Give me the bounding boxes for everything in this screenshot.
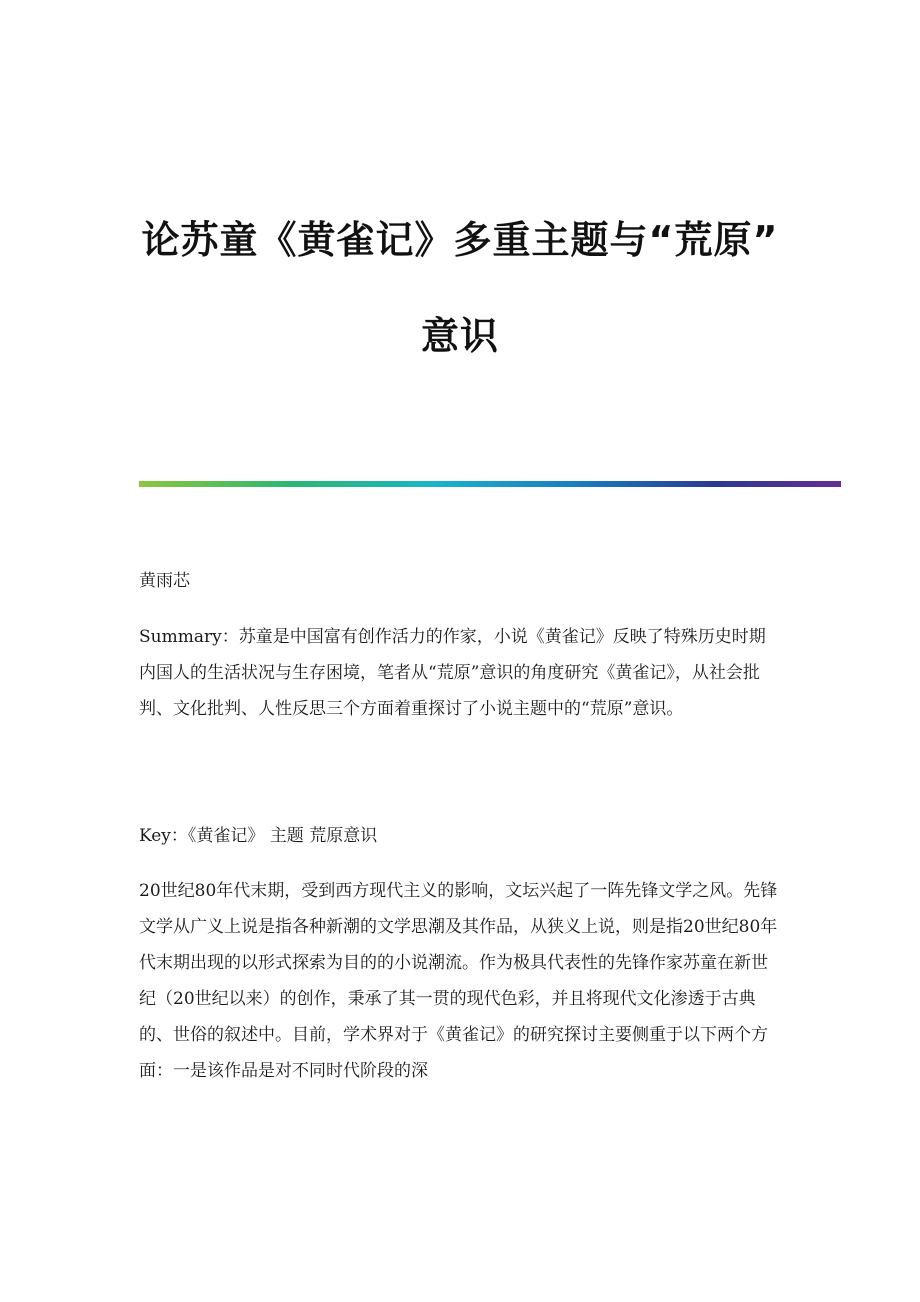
title-line-1: 论苏童《黄雀记》多重主题与“荒原” <box>141 218 779 262</box>
summary-paragraph: Summary：苏童是中国富有创作活力的作家，小说《黄雀记》反映了特殊历史时期内国人的生活状况与生存困境，笔者从“荒原”意识的角度研究《黄雀记》，从社会批判、文化批判、人性反思三个方面着重探讨了小说主题中的“荒原”意识。 <box>139 627 766 719</box>
author-name: 黄雨芯 <box>139 571 190 591</box>
body-paragraph: 20世纪80年代末期，受到西方现代主义的影响，文坛兴起了一阵先锋文学之风。先锋文学从广义上说是指各种新潮的文学思潮及其作品，从狭义上说，则是指20世纪80年代末期出现的以形式探索为目的的小说潮流。作为极具代表性的先锋作家苏童在新世纪（20世纪以来）的创作，秉承了其一贯的现代色彩，并且将现代文化渗透于古典的、世俗的叙述中。目前，学术界对于《黄雀记》的研究探讨主要侧重于以下两个方面：一是该作品是对不同时代阶段的深 <box>139 881 778 1081</box>
gradient-divider <box>139 481 841 487</box>
title-line-2: 意识 <box>420 314 499 358</box>
keywords-line: Key：《黄雀记》 主题 荒原意识 <box>139 826 378 846</box>
